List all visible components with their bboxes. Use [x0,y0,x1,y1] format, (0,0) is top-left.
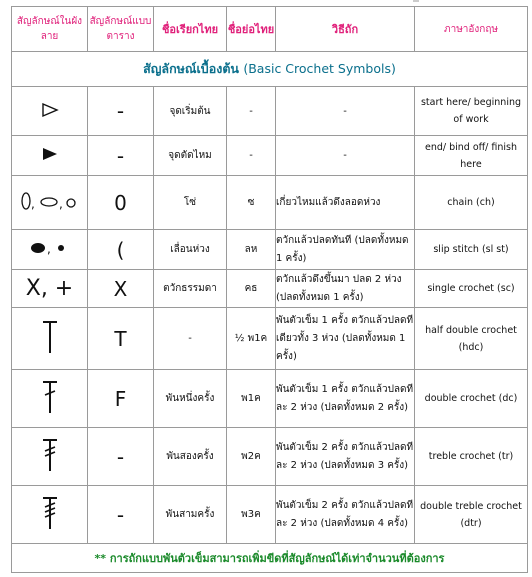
section-title-english: (Basic Crochet Symbols) [243,61,396,76]
thai-name: พันสามครั้ง [154,486,227,544]
treble-crochet-symbol-icon [12,428,88,486]
thai-name: โซ่ [154,176,227,230]
english-name: chain (ch) [415,176,528,230]
table-row [12,176,528,230]
english-name: end/ bind off/ finish here [415,136,528,176]
thai-name: พันสองครั้ง [154,428,227,486]
header-grid-symbol: สัญลักษณ์แบบตาราง [88,7,154,52]
grid-symbol: 0 [88,176,154,230]
english-name: half double crochet (hdc) [415,308,528,370]
english-name: treble crochet (tr) [415,428,528,486]
header-english: ภาษาอังกฤษ [415,7,528,52]
thai-abbr: พ1ค [227,370,276,428]
header-chart-symbol: สัญลักษณ์ในผังลาย [12,7,88,52]
section-title [12,52,528,87]
table-row [12,87,528,136]
thai-name: เลื่อนห่วง [154,230,227,270]
method: พันตัวเข็ม 1 ครั้ง ตวักแล้วปลดทีละ 2 ห่วง (ปลดทั้งหมด 2 ครั้ง) [276,370,415,428]
thai-abbr: ซ [227,176,276,230]
english-name: slip stitch (sl st) [415,230,528,270]
thai-name: - [154,308,227,370]
thai-name: ตวักธรรมดา [154,270,227,308]
thai-abbr: พ3ค [227,486,276,544]
svg-text:,: , [30,197,35,211]
end-symbol-icon [12,136,88,176]
grid-symbol: T [88,308,154,370]
half-double-crochet-symbol-icon [12,308,88,370]
grid-symbol: - [88,87,154,136]
thai-name: พันหนึ่งครั้ง [154,370,227,428]
grid-symbol: X [88,270,154,308]
chain-symbol-icon [12,176,88,230]
header-row [12,7,528,52]
method: - [276,136,415,176]
double-crochet-symbol-icon [12,370,88,428]
svg-text:,: , [58,197,63,211]
slip-stitch-symbol-icon [12,230,88,270]
thai-abbr: พ2ค [227,428,276,486]
top-edge-mark [413,0,419,2]
section-title-thai: สัญลักษณ์เบื้องต้น [143,61,239,76]
table-row [12,370,528,428]
english-name: single crochet (sc) [415,270,528,308]
thai-abbr: ½ พ1ค [227,308,276,370]
grid-symbol: ( [88,230,154,270]
grid-symbol: - [88,136,154,176]
footnote-row [12,544,528,573]
table-row [12,486,528,544]
single-crochet-symbol: X, + [12,270,88,308]
grid-symbol: F [88,370,154,428]
start-symbol-icon [12,87,88,136]
thai-abbr: คธ [227,270,276,308]
thai-name: จุดตัดไหม [154,136,227,176]
method: พันตัวเข็ม 2 ครั้ง ตวักแล้วปลดทีละ 2 ห่วง (ปลดทั้งหมด 4 ครั้ง) [276,486,415,544]
double-treble-crochet-symbol-icon [12,486,88,544]
method: พันตัวเข็ม 2 ครั้ง ตวักแล้วปลดทีละ 2 ห่วง (ปลดทั้งหมด 3 ครั้ง) [276,428,415,486]
method: ตวักแล้วดึงขึ้นมา ปลด 2 ห่วง (ปลดทั้งหมด 1 ครั้ง) [276,270,415,308]
grid-symbol: - [88,486,154,544]
crochet-symbol-table [11,6,528,573]
table-row [12,308,528,370]
table-row [12,230,528,270]
method: พันตัวเข็ม 1 ครั้ง ตวักแล้วปลดทีเดียวทั้ง 3 ห่วง (ปลดทั้งหมด 1 ครั้ง) [276,308,415,370]
english-name: double crochet (dc) [415,370,528,428]
svg-text:,: , [46,242,51,256]
table-row [12,428,528,486]
thai-abbr: - [227,87,276,136]
header-thai-name: ชื่อเรียกไทย [154,7,227,52]
header-thai-abbr: ชื่อย่อไทย [227,7,276,52]
section-row [12,52,528,87]
method: ตวักแล้วปลดทันที (ปลดทั้งหมด 1 ครั้ง) [276,230,415,270]
table-row [12,136,528,176]
table-row [12,270,528,308]
thai-name: จุดเริ่มต้น [154,87,227,136]
grid-symbol: - [88,428,154,486]
method: - [276,87,415,136]
header-method: วิธีถัก [276,7,415,52]
english-name: start here/ beginning of work [415,87,528,136]
method: เกี่ยวไหมแล้วดึงลอดห่วง [276,176,415,230]
thai-abbr: - [227,136,276,176]
footnote: ** การถักแบบพันตัวเข็มสามารถเพิ่มขีดที่สัญลักษณ์ได้เท่าจำนวนที่ต้องการ [12,544,528,573]
english-name: double treble crochet (dtr) [415,486,528,544]
thai-abbr: ลห [227,230,276,270]
